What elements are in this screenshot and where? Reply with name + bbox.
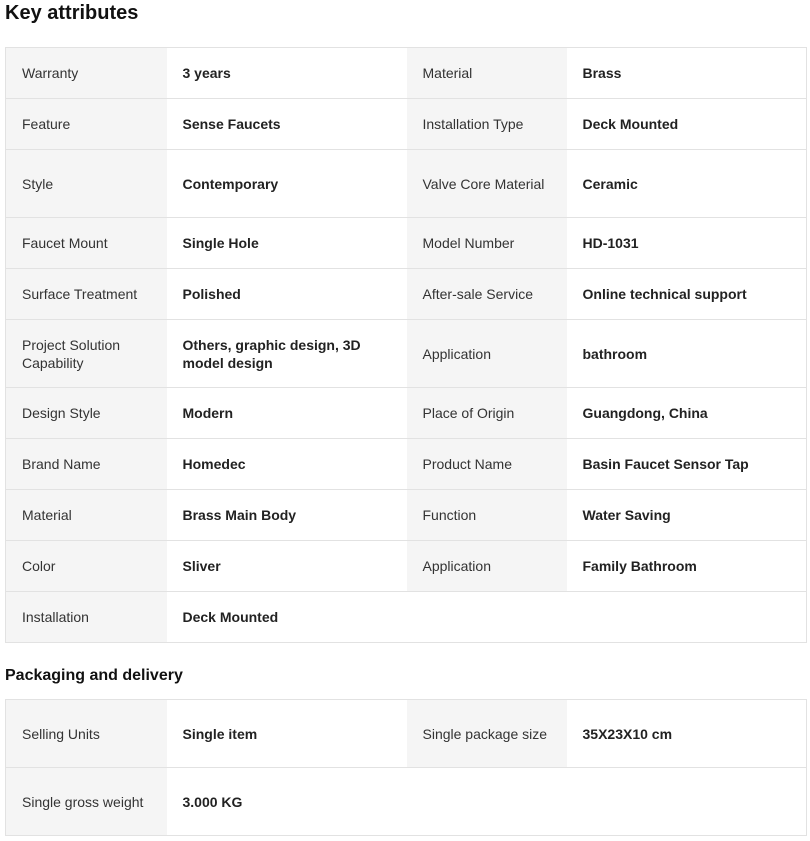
attribute-value: Basin Faucet Sensor Tap [567, 439, 807, 490]
table-row [6, 269, 807, 320]
attribute-value: Homedec [167, 439, 407, 490]
attribute-value: Deck Mounted [567, 99, 807, 150]
attribute-value: Family Bathroom [567, 541, 807, 592]
attribute-value: Deck Mounted [167, 592, 407, 643]
attribute-value: Modern [167, 388, 407, 439]
attribute-label: Selling Units [6, 700, 167, 768]
attribute-value: 3.000 KG [167, 768, 407, 836]
attribute-label: Single package size [407, 700, 567, 768]
attribute-value: 35X23X10 cm [567, 700, 807, 768]
attribute-label: Place of Origin [407, 388, 567, 439]
packaging-title: Packaging and delivery [5, 667, 183, 684]
table-row [6, 320, 807, 388]
attribute-value: bathroom [567, 320, 807, 388]
table-row [6, 150, 807, 218]
empty-cell [407, 592, 807, 643]
key-attributes-title: Key attributes [5, 2, 139, 24]
table-row [6, 768, 807, 836]
attribute-label: Application [407, 541, 567, 592]
attribute-value: Online technical support [567, 269, 807, 320]
attribute-label: Color [6, 541, 167, 592]
attribute-value: Others, graphic design, 3D model design [167, 320, 407, 388]
table-row [6, 218, 807, 269]
table-row [6, 700, 807, 768]
attribute-label: Design Style [6, 388, 167, 439]
attribute-label: Feature [6, 99, 167, 150]
packaging-table [5, 699, 807, 836]
attribute-label: Installation [6, 592, 167, 643]
attribute-value: HD-1031 [567, 218, 807, 269]
empty-cell [407, 768, 807, 836]
table-row [6, 388, 807, 439]
attribute-label: Application [407, 320, 567, 388]
attribute-value: 3 years [167, 48, 407, 99]
table-row [6, 541, 807, 592]
attribute-label: Material [407, 48, 567, 99]
attribute-value: Brass Main Body [167, 490, 407, 541]
attribute-label: Project Solution Capability [6, 320, 167, 388]
attribute-label: Style [6, 150, 167, 218]
table-row [6, 99, 807, 150]
attribute-value: Guangdong, China [567, 388, 807, 439]
attribute-value: Single item [167, 700, 407, 768]
table-row [6, 48, 807, 99]
attribute-value: Brass [567, 48, 807, 99]
attribute-value: Polished [167, 269, 407, 320]
attribute-label: Brand Name [6, 439, 167, 490]
attribute-label: Surface Treatment [6, 269, 167, 320]
attribute-label: Valve Core Material [407, 150, 567, 218]
attribute-value: Single Hole [167, 218, 407, 269]
table-row [6, 592, 807, 643]
attribute-label: Product Name [407, 439, 567, 490]
attribute-label: Model Number [407, 218, 567, 269]
attribute-value: Sliver [167, 541, 407, 592]
attribute-value: Contemporary [167, 150, 407, 218]
attribute-label: Faucet Mount [6, 218, 167, 269]
attribute-label: Warranty [6, 48, 167, 99]
attribute-label: Installation Type [407, 99, 567, 150]
attribute-label: After-sale Service [407, 269, 567, 320]
attribute-value: Water Saving [567, 490, 807, 541]
key-attributes-table [5, 47, 807, 643]
attribute-value: Ceramic [567, 150, 807, 218]
attribute-value: Sense Faucets [167, 99, 407, 150]
table-row [6, 439, 807, 490]
attribute-label: Single gross weight [6, 768, 167, 836]
table-row [6, 490, 807, 541]
attribute-label: Material [6, 490, 167, 541]
attribute-label: Function [407, 490, 567, 541]
